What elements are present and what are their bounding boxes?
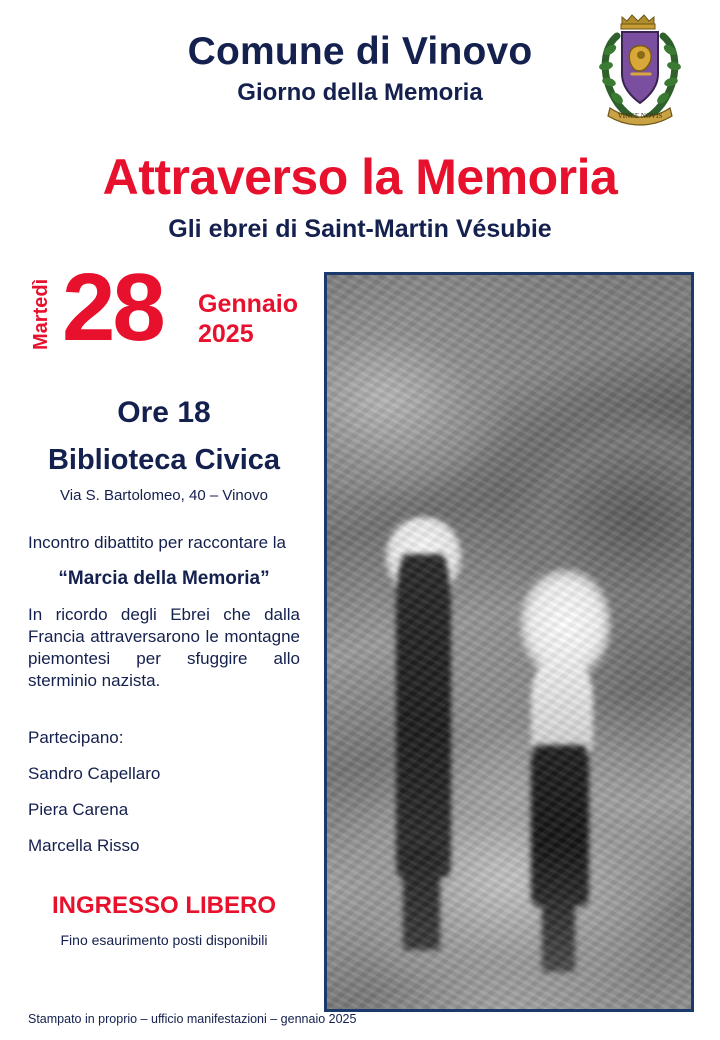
print-credit: Stampato in proprio – ufficio manifestazioni – gennaio 2025 <box>28 1012 357 1026</box>
event-quote: “Marcia della Memoria” <box>58 568 270 590</box>
event-date-block <box>26 254 316 372</box>
photo-grain-overlay <box>327 275 691 1009</box>
event-month: Gennaio <box>198 290 299 318</box>
event-body-text: In ricordo degli Ebrei che dalla Francia attraversarono le montagne piemontesi per sfuggire allo sterminio nazista. <box>28 605 300 691</box>
event-intro-text: Incontro dibattito per raccontare la <box>28 533 286 552</box>
admission-note: Fino esaurimento posti disponibili <box>60 932 268 949</box>
event-day: 28 <box>62 254 163 361</box>
list-item: Sandro Capellaro <box>28 764 161 784</box>
list-item: Marcella Risso <box>28 836 140 856</box>
comune-title: Comune di Vinovo <box>187 30 533 73</box>
historic-photo <box>324 272 694 1012</box>
event-address: Via S. Bartolomeo, 40 – Vinovo <box>60 487 268 504</box>
occasion-subtitle: Giorno della Memoria <box>237 78 483 106</box>
admission-badge: INGRESSO LIBERO <box>51 892 277 920</box>
event-weekday: Martedì <box>30 278 52 350</box>
event-year: 2025 <box>198 320 254 348</box>
page-subtitle: Gli ebrei di Saint-Martin Vésubie <box>168 215 552 243</box>
list-item: Piera Carena <box>28 800 129 820</box>
crest-motto: VINCE NOVIS <box>617 112 663 120</box>
coat-of-arms-icon <box>584 8 696 132</box>
page-title: Attraverso la Memoria <box>102 149 618 205</box>
event-details-column <box>28 396 300 948</box>
event-time: Ore 18 <box>117 396 211 429</box>
event-venue: Biblioteca Civica <box>47 444 281 476</box>
participants-label: Partecipano: <box>28 728 124 748</box>
